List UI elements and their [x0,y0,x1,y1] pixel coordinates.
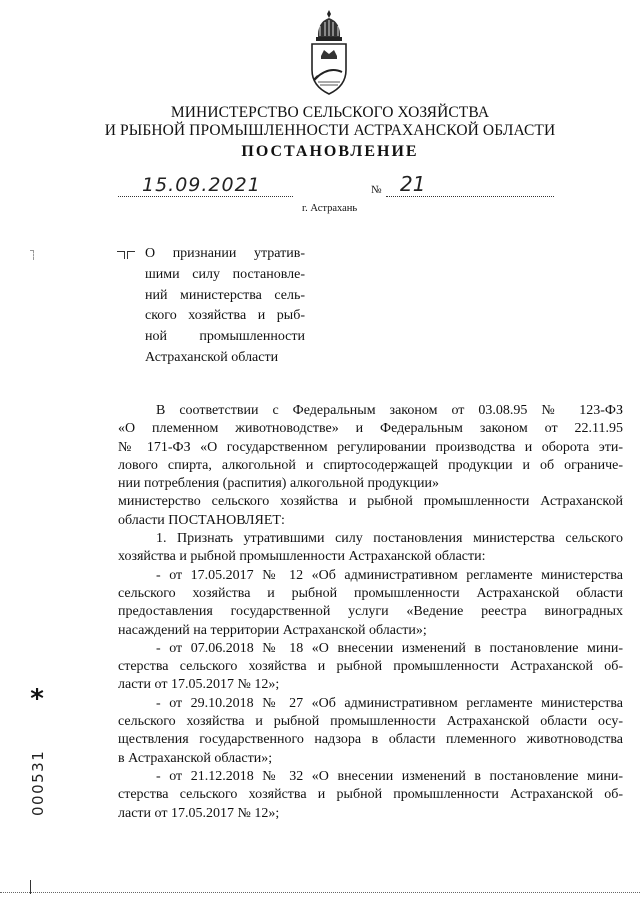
body-line: «О племенном животноводстве» и Федеральным законом от 22.11.95 [118,421,623,437]
ministry-name-line2: И РЫБНОЙ ПРОМЫШЛЕННОСТИ АСТРАХАНСКОЙ ОБЛАСТИ [104,122,556,139]
city-name: г. Астрахань [302,203,358,214]
body-line: 1. Признать утратившими силу постановления министерства сельского [156,531,623,547]
body-line: ществления государственного надзора в области племенного животноводства [118,732,623,748]
body-line: насаждений на территории Астраханской области»; [118,622,427,638]
serial-number-text: 000531 [29,749,47,816]
body-line: хозяйства и рыбной промышленности Астраханской области: [118,549,486,565]
body-line: - от 07.06.2018 № 18 «О внесении изменений в постановление мини- [156,640,623,656]
body-line: стерства сельского хозяйства и рыбной промышленности Астраханской об- [118,659,623,675]
body-line: предоставления государственной услуги «Ведение реестра виноградных [118,604,623,620]
subject-bracket-right [127,251,135,259]
body-line: министерство сельского хозяйства и рыбной промышленности Астраханской [118,494,623,510]
margin-star-icon [27,688,47,708]
number-line [386,196,554,197]
subject-line: О признании утратив- [145,246,305,261]
subject-bracket-left [117,251,125,259]
subject-heading [145,244,305,369]
body-line: нии потребления (распития) алкогольной продукции» [118,476,439,492]
handwritten-date: 15.09.2021 [142,174,261,196]
subject-line: ний министерства сель- [145,287,305,303]
body-line: - от 21.12.2018 № 32 «О внесении изменений в постановление мини- [156,768,623,784]
body-line: № 171-ФЗ «О государственном регулировании производства и оборота эти- [118,439,623,455]
date-line [118,196,293,197]
handwritten-number: 21 [400,172,426,196]
body-line: области ПОСТАНОВЛЯЕТ: [118,512,285,528]
subject-line: ского хозяйства и рыб- [145,308,305,324]
document-type: ПОСТАНОВЛЕНИЕ [241,143,419,160]
body-line: сельского хозяйства и рыбной промышленности Астраханской области [118,585,623,601]
number-sign: № [371,184,382,196]
subject-line: Астраханской области [145,349,279,365]
margin-star: * [30,688,44,708]
body-line: лового спирта, алкогольной и спиртосодержащей продукции и об ограниче- [118,457,623,473]
body-line: В соответствии с Федеральным законом от 03.08.95 № 123-ФЗ [156,403,623,418]
body-line: в Астраханской области»; [118,750,273,766]
body-line: сельского хозяйства и рыбной промышленности Астраханской области осу- [118,714,623,730]
body-line: ласти от 17.05.2017 № 12»; [118,677,280,693]
document-body [118,402,623,823]
vertical-serial-number [28,736,48,816]
ministry-name [60,104,600,140]
body-line: ласти от 17.05.2017 № 12»; [118,805,280,821]
coat-of-arms-emblem [304,8,354,100]
body-line: - от 17.05.2017 № 12 «Об административном регламенте министерства [156,567,623,583]
subject-line: ной промышленности [145,329,305,345]
subject-line: шими силу постановле- [145,266,305,282]
body-line: - от 29.10.2018 № 27 «Об административном регламенте министерства [156,695,623,711]
body-line: стерства сельского хозяйства и рыбной промышленности Астраханской об- [118,787,623,803]
ministry-name-line1: МИНИСТЕРСТВО СЕЛЬСКОГО ХОЗЯЙСТВА [170,104,490,121]
margin-mark [30,250,34,260]
bottom-scan-line [0,892,640,893]
